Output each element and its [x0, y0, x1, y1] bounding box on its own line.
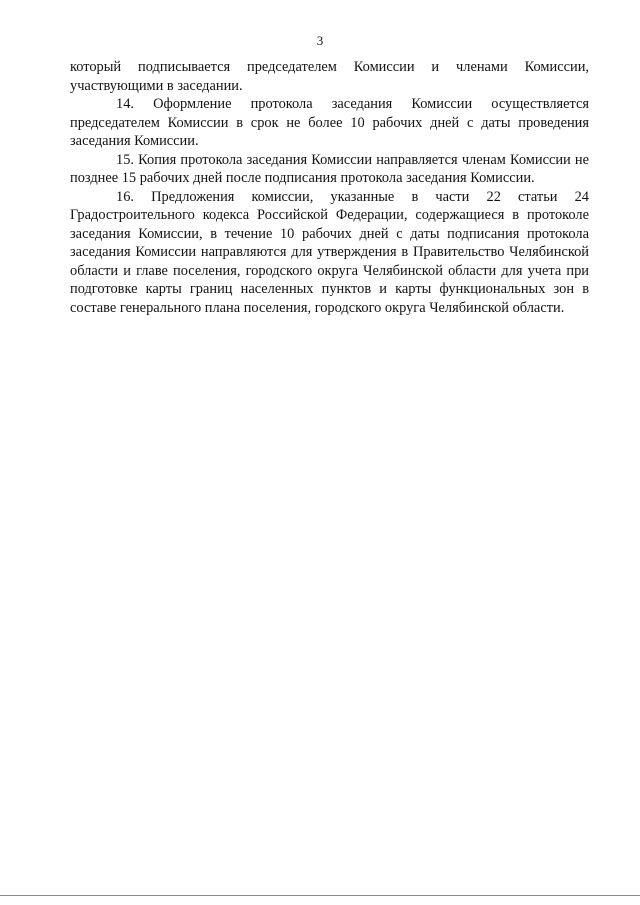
paragraph-item-15: 15. Копия протокола заседания Комиссии направляется членам Комиссии не позднее 15 рабочих дней после подписания протокола заседания Комиссии.	[70, 151, 589, 186]
page-number: 3	[316, 33, 324, 48]
paragraph-item-16: 16. Предложения комиссии, указанные в части 22 статьи 24 Градостроительного кодекса Российской Федерации, содержащиеся в протоколе заседания Комиссии, в течение 10 рабочих дней с даты подписания протокола заседания Комиссии направляются для утверждения в Правительство Челябинской области и главе поселения, городского округа Челябинской области для учета при подготовке карты границ населенных пунктов и карты функциональных зон в составе генерального плана поселения, городского округа Челябинской области.	[70, 188, 589, 316]
paragraph-continuation: который подписывается председателем Комиссии и членами Комиссии, участвующими в заседании.	[70, 59, 589, 94]
document-body	[70, 58, 589, 317]
page-bottom-edge	[0, 895, 640, 896]
paragraph-item-14: 14. Оформление протокола заседания Комиссии осуществляется председателем Комиссии в срок не более 10 рабочих дней с даты проведения заседания Комиссии.	[70, 96, 589, 149]
